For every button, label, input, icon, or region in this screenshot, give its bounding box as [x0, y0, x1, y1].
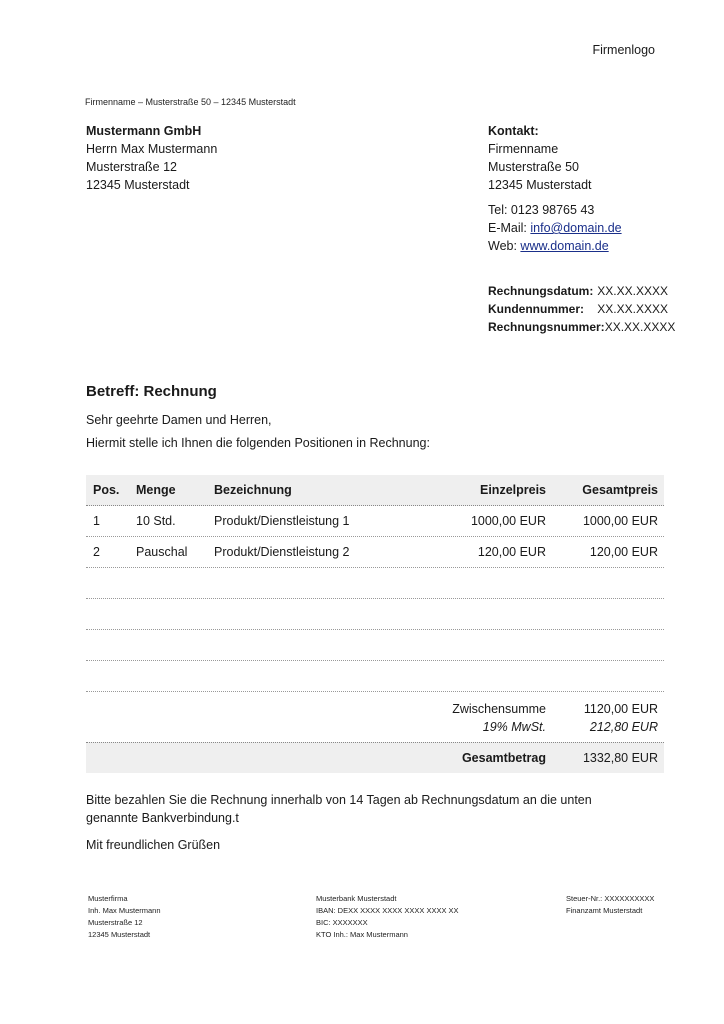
footer-line: 12345 Musterstadt — [88, 930, 151, 939]
tax-label: 19% MwSt. — [482, 720, 546, 734]
cell-unit-price: 120,00 EUR — [477, 545, 546, 559]
footer-company — [88, 893, 161, 941]
cell-pos: 2 — [93, 545, 100, 559]
header-qty: Menge — [136, 483, 176, 497]
cell-qty: Pauschal — [136, 545, 188, 559]
payment-note: Bitte bezahlen Sie die Rechnung innerhalb von 14 Tagen ab Rechnungsdatum an die unten genannte Bankverbindung.t — [86, 793, 592, 825]
footer-line: Finanzamt Musterstadt — [566, 906, 643, 915]
header-pos: Pos. — [93, 483, 120, 497]
cell-desc: Produkt/Dienstleistung 2 — [214, 545, 350, 559]
footer-line: IBAN: DEXX XXXX XXXX XXXX XXXX XX — [316, 906, 459, 915]
grand-total-row — [86, 742, 664, 773]
web-link[interactable]: www.domain.de — [520, 239, 609, 253]
footer-line: KTO Inh.: Max Mustermann — [316, 930, 408, 939]
footer-line: Musterbank Musterstadt — [316, 894, 397, 903]
grand-total-label: Gesamtbetrag — [461, 751, 546, 765]
table-row-empty — [86, 661, 664, 692]
subtotal-label: Zwischensumme — [452, 702, 546, 716]
email-link[interactable]: info@domain.de — [530, 221, 622, 235]
contact-heading: Kontakt: — [488, 124, 539, 138]
customer-number-value: XX.XX.XXXX — [597, 302, 668, 316]
invoice-table — [86, 475, 664, 773]
footer-line: Musterstraße 12 — [88, 918, 143, 927]
cell-total-price: 1000,00 EUR — [582, 514, 658, 528]
contact-tel: Tel: 0123 98765 43 — [488, 203, 595, 217]
recipient-company: Mustermann GmbH — [86, 124, 202, 138]
customer-number-label: Kundennummer: — [488, 302, 584, 316]
letter-intro: Hiermit stelle ich Ihnen die folgenden Positionen in Rechnung: — [86, 436, 430, 450]
letter-subject: Betreff: Rechnung — [86, 383, 217, 400]
footer-line: Inh. Max Mustermann — [88, 906, 161, 915]
invoice-number-label: Rechnungsnummer: — [488, 320, 605, 334]
meta-row-date — [488, 282, 668, 300]
contact-city: 12345 Musterstadt — [488, 178, 592, 192]
company-logo-placeholder: Firmenlogo — [592, 43, 655, 57]
header-total-price: Gesamtpreis — [582, 483, 658, 497]
meta-row-customer — [488, 300, 668, 318]
letter-closing: Mit freundlichen Grüßen — [86, 838, 221, 852]
footer-bank — [316, 893, 459, 941]
invoice-date-label: Rechnungsdatum: — [488, 284, 594, 298]
footer-line: BIC: XXXXXXX — [316, 918, 368, 927]
cell-desc: Produkt/Dienstleistung 1 — [214, 514, 350, 528]
letter-greeting: Sehr geehrte Damen und Herren, — [86, 413, 272, 427]
contact-block — [488, 122, 622, 255]
cell-qty: 10 Std. — [136, 514, 176, 528]
recipient-street: Musterstraße 12 — [86, 160, 178, 174]
contact-street: Musterstraße 50 — [488, 160, 580, 174]
table-row-empty — [86, 630, 664, 661]
tax-value: 212,80 EUR — [589, 720, 658, 734]
grand-total-value: 1332,80 EUR — [582, 751, 658, 765]
table-row-empty — [86, 599, 664, 630]
recipient-city: 12345 Musterstadt — [86, 178, 190, 192]
cell-pos: 1 — [93, 514, 100, 528]
footer-line: Musterfirma — [88, 894, 128, 903]
contact-web-line — [488, 237, 622, 255]
header-desc: Bezeichnung — [214, 483, 292, 497]
table-row-empty — [86, 568, 664, 599]
footer-line: Steuer-Nr.: XXXXXXXXXX — [566, 894, 655, 903]
recipient-name: Herrn Max Mustermann — [86, 142, 218, 156]
footer-tax — [566, 893, 654, 917]
subtotal-value: 1120,00 EUR — [583, 702, 658, 716]
table-row — [86, 537, 664, 568]
web-label: Web: — [488, 239, 521, 253]
email-label: E-Mail: — [488, 221, 531, 235]
sender-address-line: Firmenname – Musterstraße 50 – 12345 Musterstadt — [85, 97, 296, 107]
tax-row — [86, 718, 664, 736]
contact-email-line — [488, 219, 622, 237]
invoice-meta — [488, 282, 676, 336]
cell-unit-price: 1000,00 EUR — [470, 514, 546, 528]
contact-company: Firmenname — [488, 142, 559, 156]
invoice-number-value: XX.XX.XXXX — [604, 320, 676, 334]
table-row — [86, 506, 664, 537]
table-header — [86, 475, 664, 506]
invoice-date-value: XX.XX.XXXX — [597, 284, 668, 298]
subtotal-row — [86, 700, 664, 718]
header-unit-price: Einzelpreis — [480, 483, 546, 497]
recipient-address — [86, 122, 217, 194]
meta-row-invoice — [488, 318, 676, 336]
cell-total-price: 120,00 EUR — [589, 545, 658, 559]
